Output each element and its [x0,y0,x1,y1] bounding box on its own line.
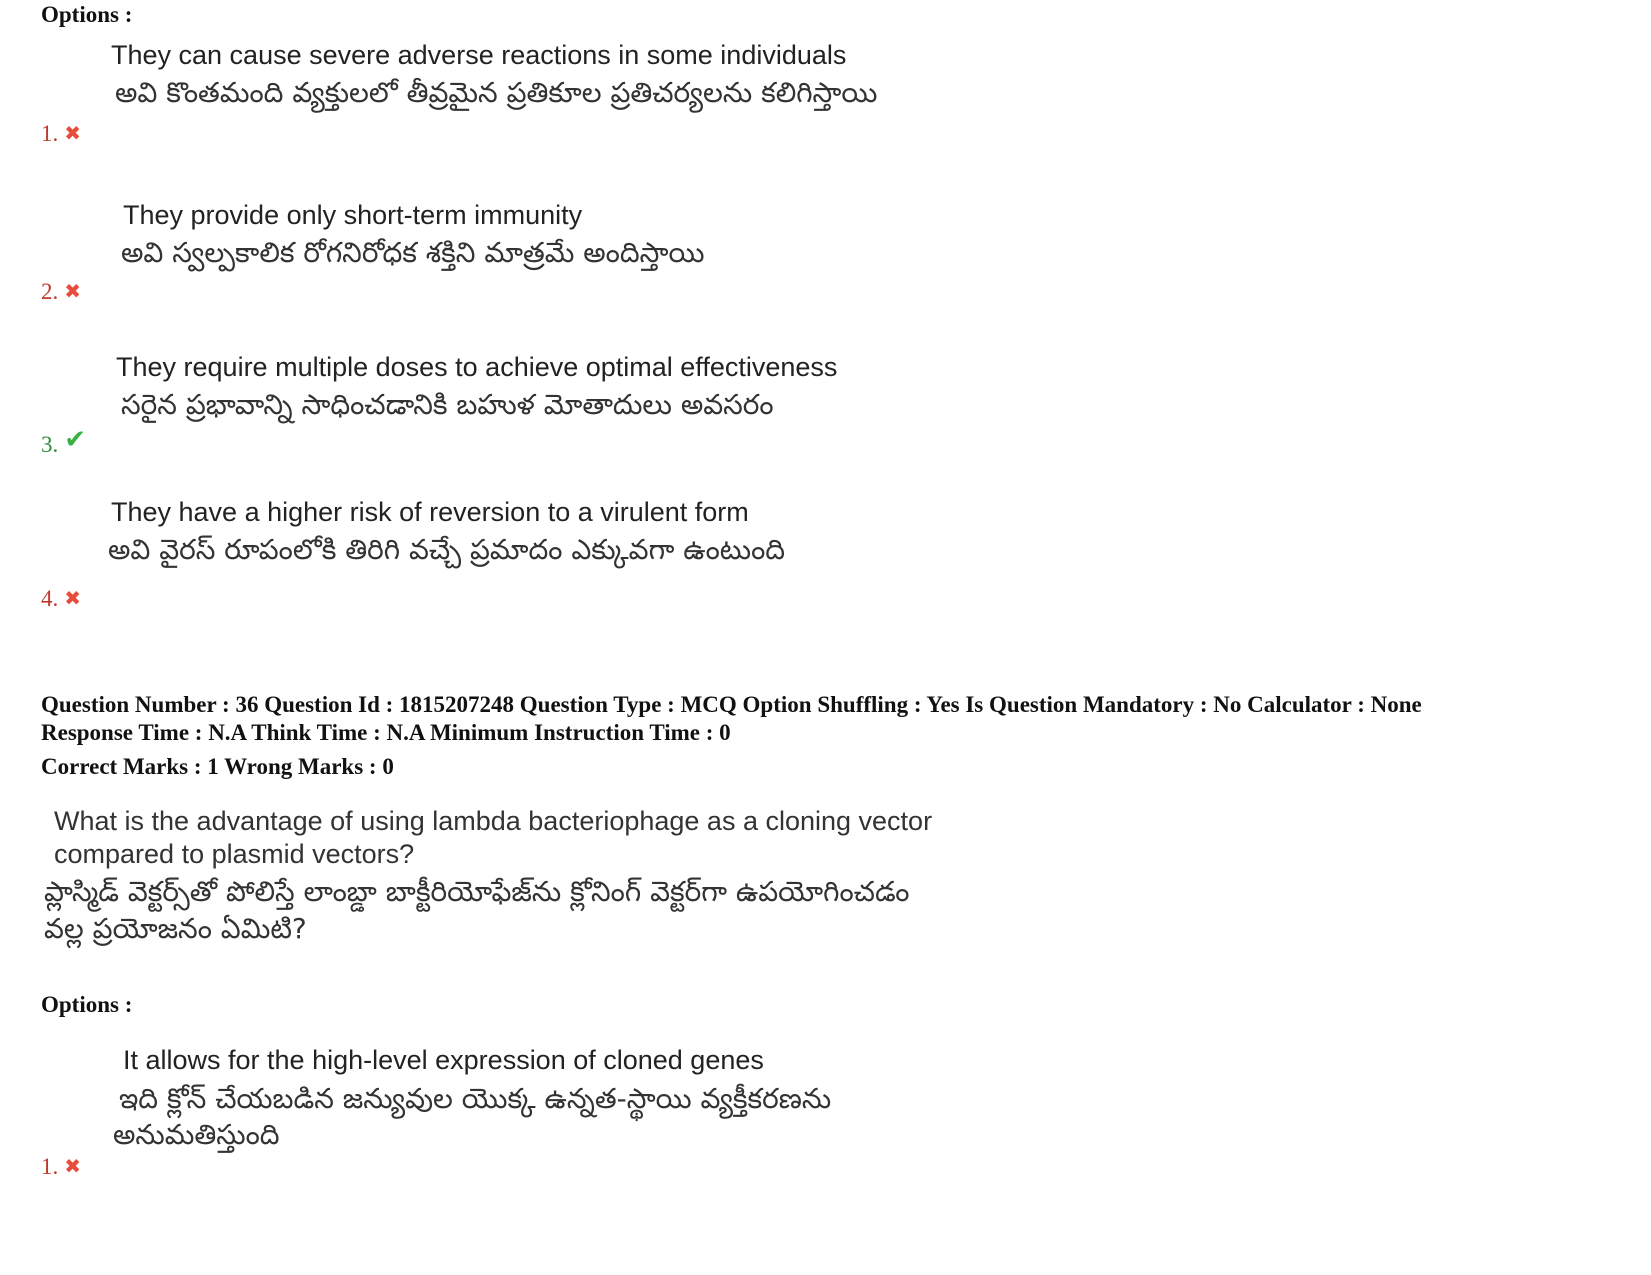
question-text-en-line-2: compared to plasmid vectors? [54,839,415,869]
option-marker [41,279,81,305]
option-text-en: It allows for the high-level expression of cloned genes [123,1045,764,1075]
cross-icon: ✖ [64,279,82,303]
option-marker [41,1154,81,1180]
option-marker [41,586,81,612]
question-meta-line-1: Question Number : 36 Question Id : 1815207248 Question Type : MCQ Option Shuffling : Yes Is Question Mandatory : No Calculator : None [41,692,1422,717]
option-text-te-line-1: ఇది క్లోన్ చేయబడిన జన్యువుల యొక్క ఉన్నత-స్థాయి వ్యక్తీకరణను [119,1082,832,1115]
question-text-te-line-2: వల్ల ప్రయోజనం ఏమిటి? [44,912,307,945]
question-meta-line-2: Response Time : N.A Think Time : N.A Minimum Instruction Time : 0 [41,720,731,745]
option-text-te: అవి స్వల్పకాలిక రోగనిరోధక శక్తిని మాత్రమే అందిస్తాయి [121,236,705,269]
option-text-en: They can cause severe adverse reactions in some individuals [111,40,847,70]
cross-icon: ✖ [64,1154,82,1178]
cross-icon: ✖ [64,121,82,145]
option-text-te: సరైన ప్రభావాన్ని సాధించడానికి బహుళ మోతాదులు అవసరం [121,388,774,421]
question-text-en-line-1: What is the advantage of using lambda bacteriophage as a cloning vector [54,806,933,836]
option-number: 4. [41,586,59,611]
cross-icon: ✖ [64,586,82,610]
option-text-en: They have a higher risk of reversion to a virulent form [111,497,749,527]
option-number: 1. [41,1154,59,1179]
option-marker [41,121,81,147]
marks-line: Correct Marks : 1 Wrong Marks : 0 [41,754,394,779]
option-text-en: They require multiple doses to achieve optimal effectiveness [116,352,838,382]
option-number: 1. [41,121,59,146]
options-label: Options : [41,2,133,27]
question-text-te-line-1: ప్లాస్మిడ్ వెక్టర్స్‌తో పోలిస్తే లాంబ్డా బాక్టీరియోఫేజ్‌ను క్లోనింగ్ వెక్టర్‌గా ఉపయోగించడం [44,875,910,908]
option-text-te: అవి కొంతమంది వ్యక్తులలో తీవ్రమైన ప్రతికూల ప్రతిచర్యలను కలిగిస్తాయి [115,76,878,109]
option-number: 3. [41,432,59,457]
option-text-te: అవి వైరస్ రూపంలోకి తిరిగి వచ్చే ప్రమాదం ఎక్కువగా ఉంటుంది [108,533,786,566]
option-text-te-line-2: అనుమతిస్తుంది [113,1118,280,1151]
options-label: Options : [41,992,133,1017]
option-text-en: They provide only short-term immunity [123,200,583,230]
option-number: 2. [41,279,59,304]
option-marker [41,425,86,458]
check-icon: ✔ [64,425,87,455]
